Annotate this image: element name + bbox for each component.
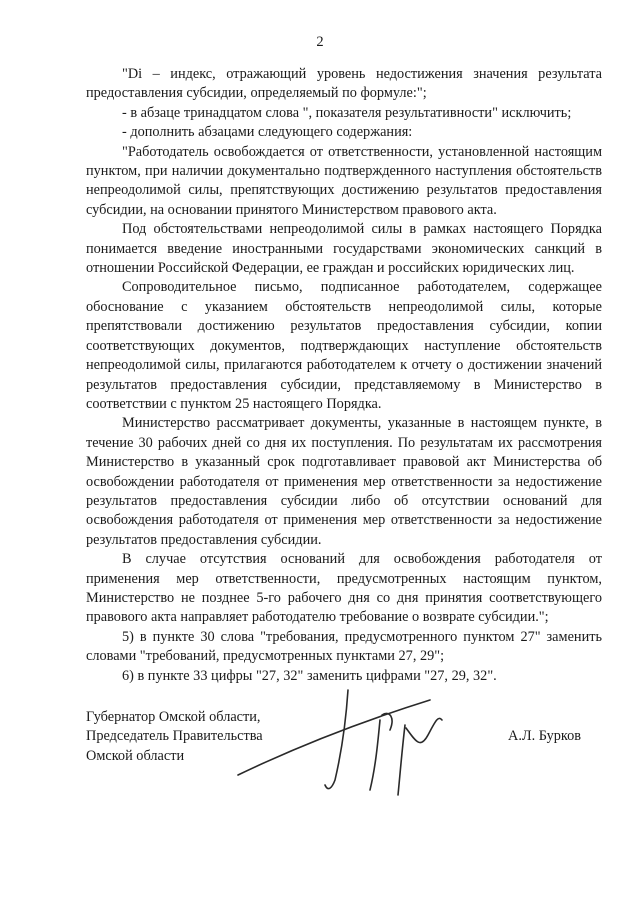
document-body [86, 65, 602, 686]
paragraph: В случае отсутствия оснований для освобождения работодателя от применения мер ответственности, предусмотренных настоящим пунктом, Министерство не позднее 5-го рабочего дня со дня принятия соответствующего правового акта направляет работодателю требование о возврате субсидии."; [86, 551, 602, 626]
page-number: 2 [316, 34, 324, 50]
paragraph: - дополнить абзацами следующего содержания: [122, 124, 413, 141]
paragraph: Министерство рассматривает документы, указанные в настоящем пункте, в течение 30 рабочих дней со дня их поступления. По результатам их рассмотрения Министерство в указанный срок подготавливает правовой акт Министерства об освобождении работодателя от применения мер ответственности за недостижение результатов предоставления субсидии либо об отсутствии оснований для освобождения работодателя от применения мер ответственности за недостижение результатов предоставления субсидии. [86, 415, 602, 548]
paragraph: - в абзаце тринадцатом слова ", показателя результативности" исключить; [122, 104, 572, 121]
paragraph: Сопроводительное письмо, подписанное работодателем, содержащее обоснование с указанием обстоятельств непреодолимой силы, которые препятствовали достижению результатов предоставления субсидии, копии соответствующих документов, подтверждающих наступление обстоятельств непреодолимой силы, прилагаются работодателем к отчету о достижении значений результатов предоставления субсидии, представляемому в Министерство в соответствии с пунктом 25 настоящего Порядка. [86, 279, 602, 412]
signatory-title-line: Губернатор Омской области, [86, 709, 261, 725]
signatory-title-line: Председатель Правительства [86, 728, 263, 745]
paragraph: Под обстоятельствами непреодолимой силы в рамках настоящего Порядка понимается введение иностранными государствами экономических санкций в отношении Российской Федерации, ее граждан и российских юридических лиц. [86, 221, 602, 277]
paragraph: 5) в пункте 30 слова "требования, предусмотренного пунктом 27" заменить словами "требований, предусмотренных пунктами 27, 29"; [86, 628, 602, 665]
handwritten-signature [230, 680, 490, 800]
paragraph: "Работодатель освобождается от ответственности, установленной настоящим пунктом, при наличии документально подтвержденного наступления обстоятельств непреодолимой силы, препятствующих достижению результатов предоставления субсидии, на основании принятого Министерством правового акта. [86, 143, 602, 218]
signatory-title-line: Омской области [86, 747, 185, 764]
signatory-name: А.Л. Бурков [508, 728, 582, 744]
paragraph: 6) в пункте 33 цифры "27, 32" заменить цифрами "27, 29, 32". [122, 667, 497, 684]
paragraph: "Di – индекс, отражающий уровень недостижения значения результата предоставления субсидии, определяемый по формуле:"; [86, 66, 602, 102]
